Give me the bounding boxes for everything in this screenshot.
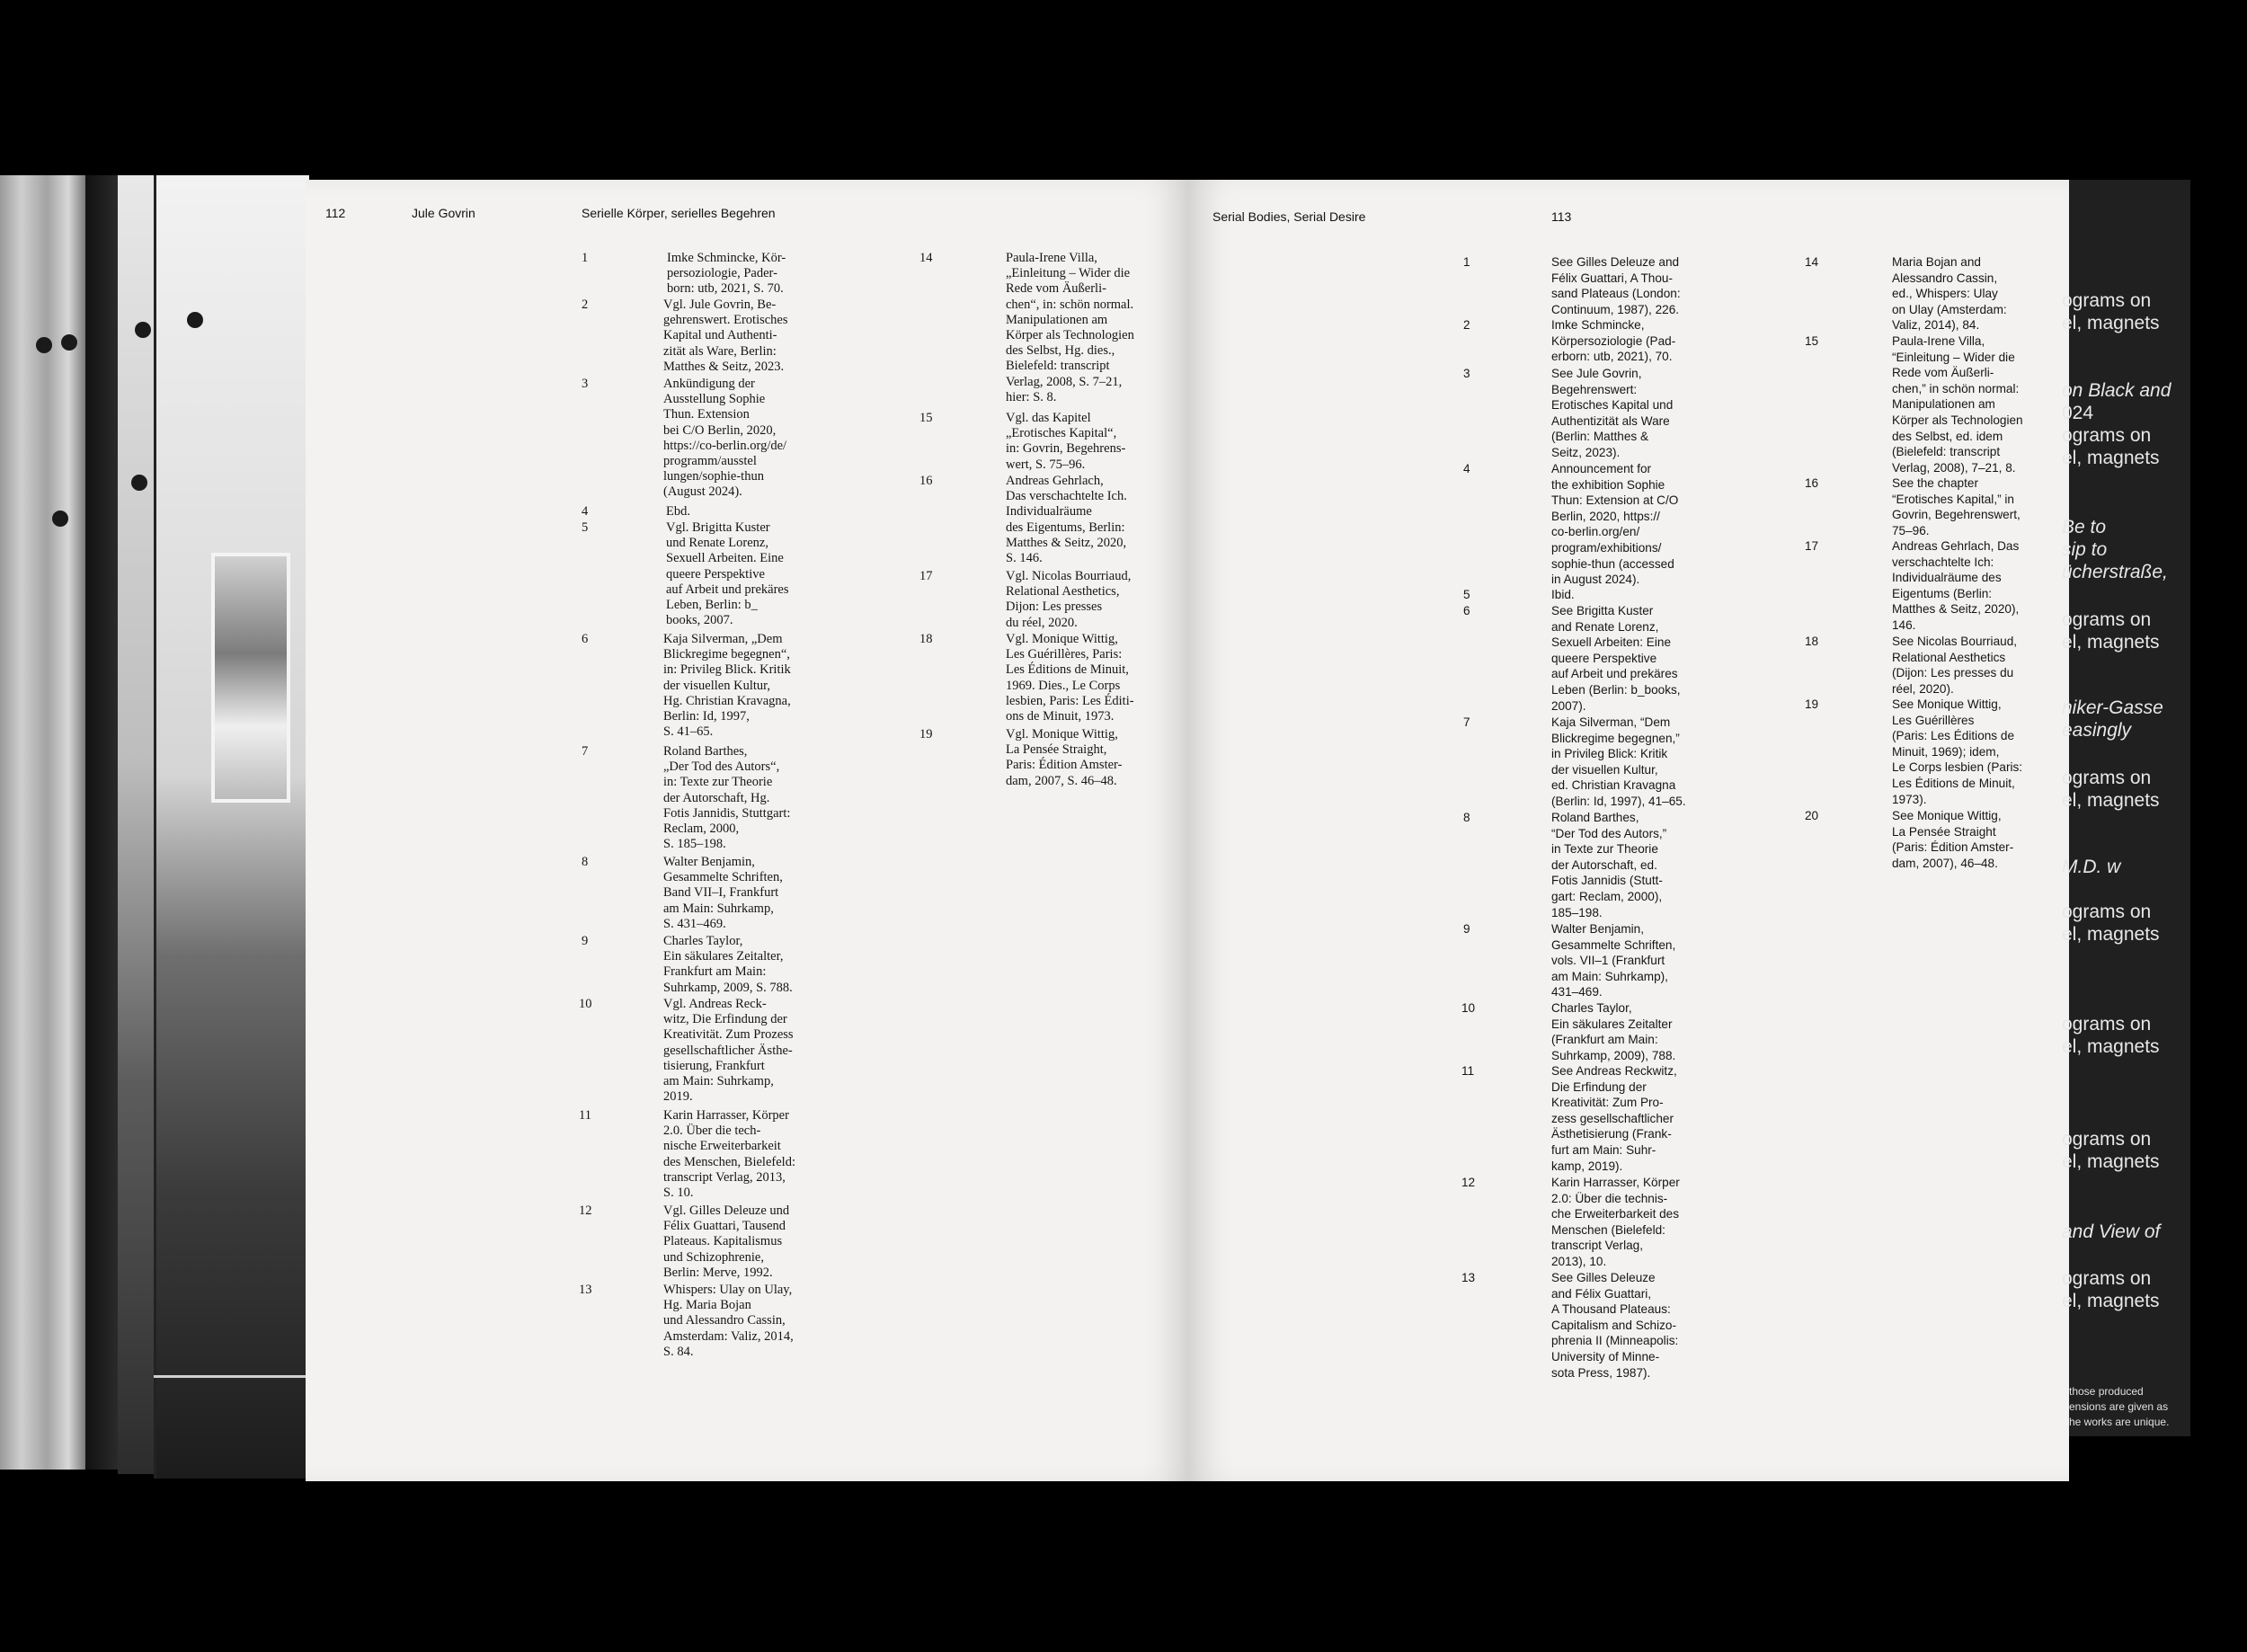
endnote-number: 8 (1463, 811, 1470, 824)
endnote-text: Vgl. Brigitta Kuster und Renate Lorenz, Sexuell Arbeiten. Eine queere Perspektive auf Arbeit und prekäres Leben, Berlin: b_ books, 2007. (666, 520, 789, 628)
photo-magnet-dot (135, 322, 151, 338)
dark-page-caption-line: el, magnets (2062, 924, 2160, 945)
left-page-author: Jule Govrin (412, 206, 475, 220)
photo-strip-gallery-middle (118, 175, 154, 1474)
dark-page-edge (2062, 180, 2190, 1436)
endnote-text: See Gilles Deleuze and Félix Guattari, A Thousand Plateaus: Capitalism and Schizo- phrenia II (Minneapolis: University of Minne- sota Press, 1987). (1551, 1271, 1679, 1380)
endnote-number: 14 (1805, 255, 1819, 269)
endnote-number: 2 (1463, 318, 1470, 332)
endnote-number: 11 (1461, 1064, 1475, 1078)
endnote-text: See Brigitta Kuster and Renate Lorenz, Sexuell Arbeiten: Eine queere Perspektive auf Arbeit und prekäres Leben (Berlin: b_books, 2007). (1551, 604, 1681, 713)
endnote-text: See Gilles Deleuze and Félix Guattari, A Thou- sand Plateaus (London: Continuum, 1987), 226. (1551, 255, 1681, 316)
endnote-text: Vgl. Andreas Reck- witz, Die Erfindung der Kreativität. Zum Prozess gesellschaftlicher Ästhe- tisierung, Frankfurt am Main: Suhrkamp, 2019. (663, 997, 794, 1105)
dark-page-caption-line: el, magnets (2062, 1291, 2160, 1311)
dark-page-caption-line: 024 (2062, 403, 2094, 423)
endnote-number: 9 (582, 934, 589, 948)
endnote-number: 17 (1805, 539, 1819, 553)
endnote-number: 5 (582, 520, 589, 535)
endnote-number: 19 (919, 727, 933, 742)
endnote-number: 9 (1463, 922, 1470, 936)
endnote-text: See Monique Wittig, La Pensée Straight (Paris: Édition Amster- dam, 2007), 46–48. (1892, 809, 2014, 870)
endnote-text: Kaja Silverman, “Dem Blickregime begegnen,” in Privileg Blick: Kritik der visuellen Kultur, ed. Christian Kravagna (Berlin: Id, 1997), 41–65. (1551, 715, 1686, 808)
endnote-number: 7 (582, 744, 589, 759)
photo-floor-line (154, 1375, 306, 1378)
endnote-number: 4 (582, 504, 589, 519)
endnote-number: 2 (582, 298, 589, 312)
endnote-number: 14 (919, 251, 933, 265)
endnote-text: Vgl. Nicolas Bourriaud, Relational Aesthetics, Dijon: Les presses du réel, 2020. (1006, 569, 1132, 630)
photo-magnet-dot (52, 511, 68, 527)
right-page-number: 113 (1551, 209, 1572, 224)
dark-page-caption-line: Be to (2062, 517, 2107, 537)
dark-page-caption-line: ograms on (2062, 1014, 2152, 1035)
endnote-text: Ibid. (1551, 588, 1575, 601)
endnote-text: Paula-Irene Villa, “Einleitung – Wider die Rede vom Äußerli- chen,” in schön normal: Manipulationen am Körper als Technologien des Selbst, ed. idem (Bielefeld: transcript Verlag, 2008), 7–21, 8. (1892, 334, 2023, 475)
dark-page-caption-line: ograms on (2062, 1268, 2152, 1289)
endnote-number: 7 (1463, 715, 1470, 729)
endnote-text: Karin Harrasser, Körper 2.0: Über die technis- che Erweiterbarkeit des Menschen (Bielefeld: transcript Verlag, 2013), 10. (1551, 1176, 1680, 1268)
endnote-text: Roland Barthes, „Der Tod des Autors“, in: Texte zur Theorie der Autorschaft, Hg. Fotis Jannidis, Stuttgart: Reclam, 2000, S. 185–198. (663, 744, 791, 852)
dark-page-caption-line: el, magnets (2062, 790, 2160, 811)
dark-page-caption-line: ograms on (2062, 768, 2152, 788)
endnote-number: 4 (1463, 462, 1470, 475)
dark-page-caption-line: ograms on (2062, 609, 2152, 630)
endnote-number: 13 (579, 1283, 592, 1297)
photo-gallery-interior (154, 175, 309, 1479)
endnote-text: Vgl. Jule Govrin, Be- gehrenswert. Erotisches Kapital und Authenti- zität als Ware, Berlin: Matthes & Seitz, 2023. (663, 298, 788, 374)
dark-page-caption-line: easingly (2062, 720, 2132, 741)
endnote-number: 1 (582, 251, 589, 265)
endnote-number: 3 (1463, 367, 1470, 380)
photo-strip-gallery-left (0, 175, 85, 1470)
endnote-number: 5 (1463, 588, 1470, 601)
endnote-number: 17 (919, 569, 933, 583)
endnote-text: Charles Taylor, Ein säkulares Zeitalter (Frankfurt am Main: Suhrkamp, 2009), 788. (1551, 1001, 1676, 1062)
dark-page-caption-line: ograms on (2062, 901, 2152, 922)
endnote-number: 19 (1805, 697, 1819, 711)
endnote-text: See Jule Govrin, Begehrenswert: Erotisches Kapital und Authentizität als Ware (Berlin: Matthes & Seitz, 2023). (1551, 367, 1674, 459)
endnote-text: Vgl. Gilles Deleuze und Félix Guattari, Tausend Plateaus. Kapitalismus und Schizophrenie, Berlin: Merve, 1992. (663, 1203, 790, 1280)
photo-magnet-dot (131, 475, 147, 491)
endnote-text: Walter Benjamin, Gesammelte Schriften, vols. VII–1 (Frankfurt am Main: Suhrkamp), 431–469. (1551, 922, 1676, 999)
endnote-text: See Monique Wittig, Les Guérillères (Paris: Les Éditions de Minuit, 1969); idem, Le Corps lesbien (Paris: Les Éditions de Minuit, 1973). (1892, 697, 2023, 806)
endnote-number: 10 (579, 997, 592, 1011)
photo-magnet-dot (61, 334, 77, 351)
photo-magnet-dot (187, 312, 203, 328)
dark-page-caption-line: ograms on (2062, 425, 2152, 446)
dark-page-caption-line: ücherstraße, (2062, 562, 2168, 582)
endnote-number: 15 (1805, 334, 1819, 348)
endnote-text: Vgl. Monique Wittig, Les Guérillères, Paris: Les Éditions de Minuit, 1969. Dies., Le Corps lesbien, Paris: Les Éditi- ons de Minuit, 1973. (1006, 632, 1134, 724)
endnote-text: Andreas Gehrlach, Das verschachtelte Ich. Individualräume des Eigentums, Berlin: Matthes & Seitz, 2020, S. 146. (1006, 474, 1127, 566)
endnote-number: 6 (582, 632, 589, 646)
endnote-number: 12 (1461, 1176, 1476, 1189)
endnote-number: 16 (1805, 476, 1819, 490)
dark-page-caption-line: M.D. w (2062, 857, 2121, 877)
right-page-title: Serial Bodies, Serial Desire (1212, 209, 1366, 224)
dark-page-caption-line: ograms on (2062, 290, 2152, 311)
endnote-number: 13 (1461, 1271, 1476, 1284)
dark-page-caption-line: el, magnets (2062, 1151, 2160, 1172)
left-page-number: 112 (325, 206, 346, 220)
endnote-text: Ebd. (666, 504, 690, 519)
endnote-number: 3 (582, 377, 589, 391)
endnote-number: 18 (1805, 635, 1819, 648)
dark-page-caption-line: on Black and (2062, 380, 2172, 401)
endnote-text: Announcement for the exhibition Sophie Thun: Extension at C/O Berlin, 2020, https:// co-berlin.org/en/ program/exhibitions/ sophie-thun (accessed in August 2024). (1551, 462, 1679, 587)
endnote-text: Whispers: Ulay on Ulay, Hg. Maria Bojan und Alessandro Cassin, Amsterdam: Valiz, 2014, S. 84. (663, 1283, 794, 1359)
endnote-text: Ankündigung der Ausstellung Sophie Thun. Extension bei C/O Berlin, 2020, https://co-berlin.org/de/ programm/ausstel lungen/sophie-thun (August 2024). (663, 377, 787, 500)
dark-page-caption-line: ograms on (2062, 1129, 2152, 1150)
endnote-text: Imke Schmincke, Körpersoziologie (Pad- erborn: utb, 2021), 70. (1551, 318, 1676, 364)
endnote-number: 12 (579, 1203, 592, 1218)
dark-page-footnote-line: he works are unique. (2069, 1416, 2170, 1428)
dark-page-caption-line: el, magnets (2062, 632, 2160, 653)
endnote-number: 15 (919, 411, 933, 425)
endnote-text: Walter Benjamin, Gesammelte Schriften, Band VII–I, Frankfurt am Main: Suhrkamp, S. 431–469. (663, 855, 783, 931)
photo-magnet-dot (36, 337, 52, 353)
endnote-text: Charles Taylor, Ein säkulares Zeitalter, Frankfurt am Main: Suhrkamp, 2009, S. 788. (663, 934, 793, 995)
endnote-text: Maria Bojan and Alessandro Cassin, ed., Whispers: Ulay on Ulay (Amsterdam: Valiz, 2014), 84. (1892, 255, 2007, 333)
endnote-text: See the chapter “Erotisches Kapital,” in Govrin, Begehrenswert, 75–96. (1892, 476, 2021, 537)
dark-page-caption-line: el, magnets (2062, 313, 2160, 333)
book-spine-edge (85, 175, 118, 1470)
dark-page-caption-line: sip to (2062, 539, 2108, 560)
endnote-text: Andreas Gehrlach, Das verschachtelte Ich: Individualräume des Eigentums (Berlin: Matthes & Seitz, 2020), 146. (1892, 539, 2020, 632)
endnote-number: 11 (579, 1108, 591, 1123)
endnote-text: Imke Schmincke, Kör- persoziologie, Pader- born: utb, 2021, S. 70. (667, 251, 786, 297)
endnote-text: Kaja Silverman, „Dem Blickregime begegnen“, in: Privileg Blick. Kritik der visuellen Kultur, Hg. Christian Kravagna, Berlin: Id, 1997, S. 41–65. (663, 632, 791, 740)
endnote-text: Vgl. das Kapitel „Erotisches Kapital“, in: Govrin, Begehrens- wert, S. 75–96. (1006, 411, 1126, 472)
endnote-text: Paula-Irene Villa, „Einleitung – Wider die Rede vom Äußerli- chen“, in: schön normal. Manipulationen am Körper als Technologien des Selbst, Hg. dies., Bielefeld: transcript Verlag, 2008, S. 7–21, hier: S. 8. (1006, 251, 1134, 404)
endnote-number: 1 (1463, 255, 1470, 269)
endnote-number: 18 (919, 632, 933, 646)
endnote-number: 8 (582, 855, 589, 869)
endnote-text: See Andreas Reckwitz, Die Erfindung der Kreativität: Zum Pro- zess gesellschaftlicher Ästhetisierung (Frank- furt am Main: Suhr- kamp, 2019). (1551, 1064, 1677, 1173)
endnote-number: 6 (1463, 604, 1470, 617)
dark-page-caption-line: niker-Gasse (2062, 697, 2163, 718)
photo-window (211, 553, 290, 803)
dark-page-caption-line: and View of (2062, 1221, 2161, 1242)
endnote-text: Karin Harrasser, Körper 2.0. Über die tech- nische Erweiterbarkeit des Menschen, Bielefeld: transcript Verlag, 2013, S. 10. (663, 1108, 795, 1201)
dark-page-caption-line: el, magnets (2062, 448, 2160, 468)
dark-page-footnote-line: those produced (2069, 1385, 2144, 1398)
endnote-number: 16 (919, 474, 933, 488)
endnote-number: 10 (1461, 1001, 1476, 1015)
dark-page-footnote-line: ensions are given as (2069, 1400, 2169, 1413)
endnote-text: See Nicolas Bourriaud, Relational Aesthetics (Dijon: Les presses du réel, 2020). (1892, 635, 2018, 696)
left-page-title: Serielle Körper, serielles Begehren (582, 206, 776, 220)
endnote-text: Roland Barthes, “Der Tod des Autors,” in Texte zur Theorie der Autorschaft, ed. Fotis Jannidis (Stutt- gart: Reclam, 2000), 185–198. (1551, 811, 1667, 919)
endnote-text: Vgl. Monique Wittig, La Pensée Straight, Paris: Édition Amster- dam, 2007, S. 46–48. (1006, 727, 1123, 788)
endnote-number: 20 (1805, 809, 1819, 822)
dark-page-caption-line: el, magnets (2062, 1036, 2160, 1057)
